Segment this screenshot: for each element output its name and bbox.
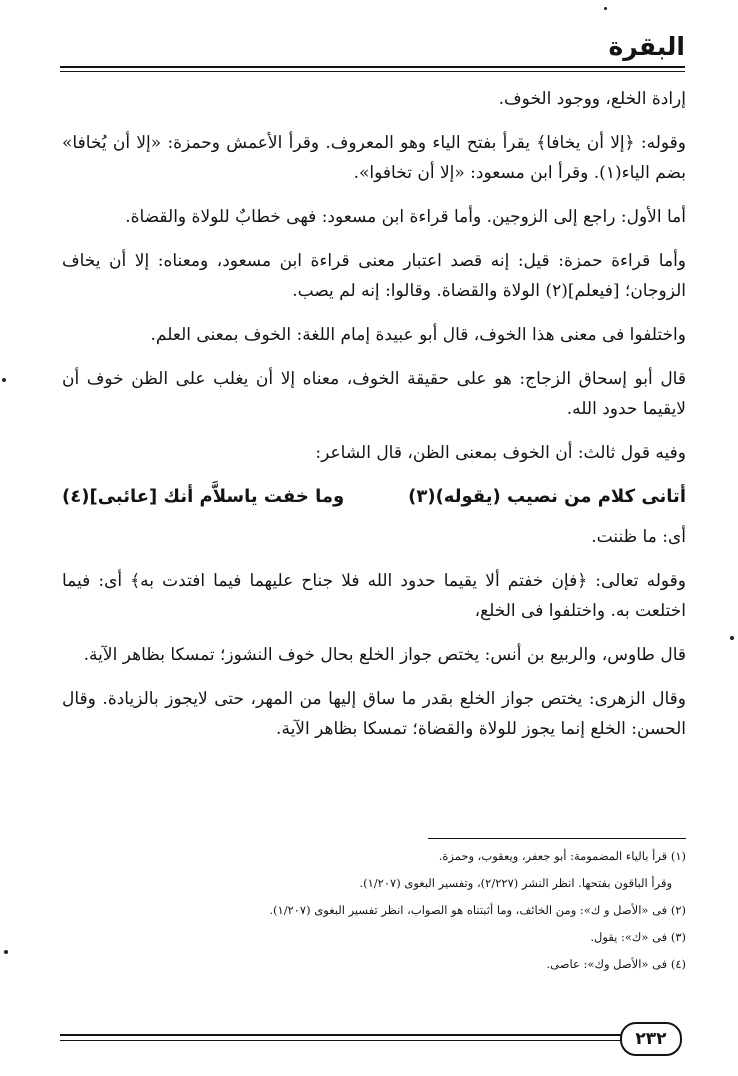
paragraph: وقال الزهرى: يختص جواز الخلع بقدر ما ساق إليها من المهر، حتى لايجوز بالزيادة. وقال الحسن: الخلع إنما يجوز للولاة والقضاة؛ تمسكا بظاهر الآية. (62, 689, 686, 739)
page-number: ٢٣٢ (620, 1022, 682, 1056)
margin-dot (730, 636, 734, 640)
paragraph: قال طاوس، والربيع بن أنس: يختص جواز الخلع بحال خوف النشوز؛ تمسكا بظاهر الآية. (83, 645, 686, 665)
margin-dot (604, 7, 607, 10)
main-text (62, 84, 686, 758)
paragraph: وقوله تعالى: ﴿فإن خفتم ألا يقيما حدود الله فلا جناح عليهما فيما افتدت به﴾ أى: فيما اختلعت به. واختلفوا فى الخلع، (62, 571, 686, 621)
paragraph: أى: ما ظننت. (591, 527, 686, 547)
paragraph: إرادة الخلع، ووجود الخوف. (498, 89, 686, 109)
surah-title: البقرة (608, 32, 685, 61)
footnote: (١) قرأ بالياء المضمومة: أبو جعفر، ويعقوب، وحمزة. (438, 849, 686, 863)
paragraph: وفيه قول ثالث: أن الخوف بمعنى الظن، قال الشاعر: (315, 443, 686, 463)
footnote: وقرأ الباقون بفتحها. انظر النشر (٢/٢٢٧)، وتفسير البغوى (١/٢٠٧). (359, 876, 672, 890)
margin-dot (4, 950, 8, 954)
footnote: (٢) فى «الأصل و ك»: ومن الخائف، وما أثبتناه هو الصواب، انظر تفسير البغوى (١/٢٠٧). (269, 903, 686, 917)
paragraph: وقوله: ﴿إلا أن يخافا﴾ يقرأ بفتح الياء وهو المعروف. وقرأ الأعمش وحمزة: «إلا أن يُخافا» بضم الياء(١). وقرأ ابن مسعود: «إلا أن تخافوا». (62, 133, 686, 183)
footer-rule (60, 1034, 622, 1036)
footnotes (60, 844, 686, 979)
header-rule (60, 71, 685, 72)
paragraph: واختلفوا فى معنى هذا الخوف، قال أبو عبيدة إمام اللغة: الخوف بمعنى العلم. (150, 325, 686, 345)
paragraph: قال أبو إسحاق الزجاج: هو على حقيقة الخوف، معناه إلا أن يغلب على الظن خوف أن لايقيما حدود الله. (62, 369, 686, 419)
paragraph: وأما قراءة حمزة: قيل: إنه قصد اعتبار معنى قراءة ابن مسعود، ومعناه: إلا أن يخاف الزوجان؛ [فيعلم](٢) الولاة والقضاة. وقالوا: إنه لم يصب. (62, 251, 686, 301)
poetry-verse (62, 482, 686, 512)
footnote-separator (428, 838, 686, 839)
footer-rule (60, 1040, 622, 1041)
footnote: (٣) فى «ك»: يقول. (590, 930, 686, 944)
page-header (60, 32, 685, 74)
verse-first-hemistich: أتانى كلام من نصيب (يقوله)(٣) (408, 486, 686, 507)
header-rule (60, 66, 685, 68)
margin-dot (2, 378, 6, 382)
verse-second-hemistich: وما خفت ياسلاَّم أنك [عائبى](٤) (62, 486, 345, 507)
page-footer (60, 1022, 686, 1058)
paragraph: أما الأول: راجع إلى الزوجين. وأما قراءة ابن مسعود: فهى خطابٌ للولاة والقضاة. (125, 207, 686, 227)
footnote: (٤) فى «الأصل وك»: عاصى. (546, 957, 686, 971)
